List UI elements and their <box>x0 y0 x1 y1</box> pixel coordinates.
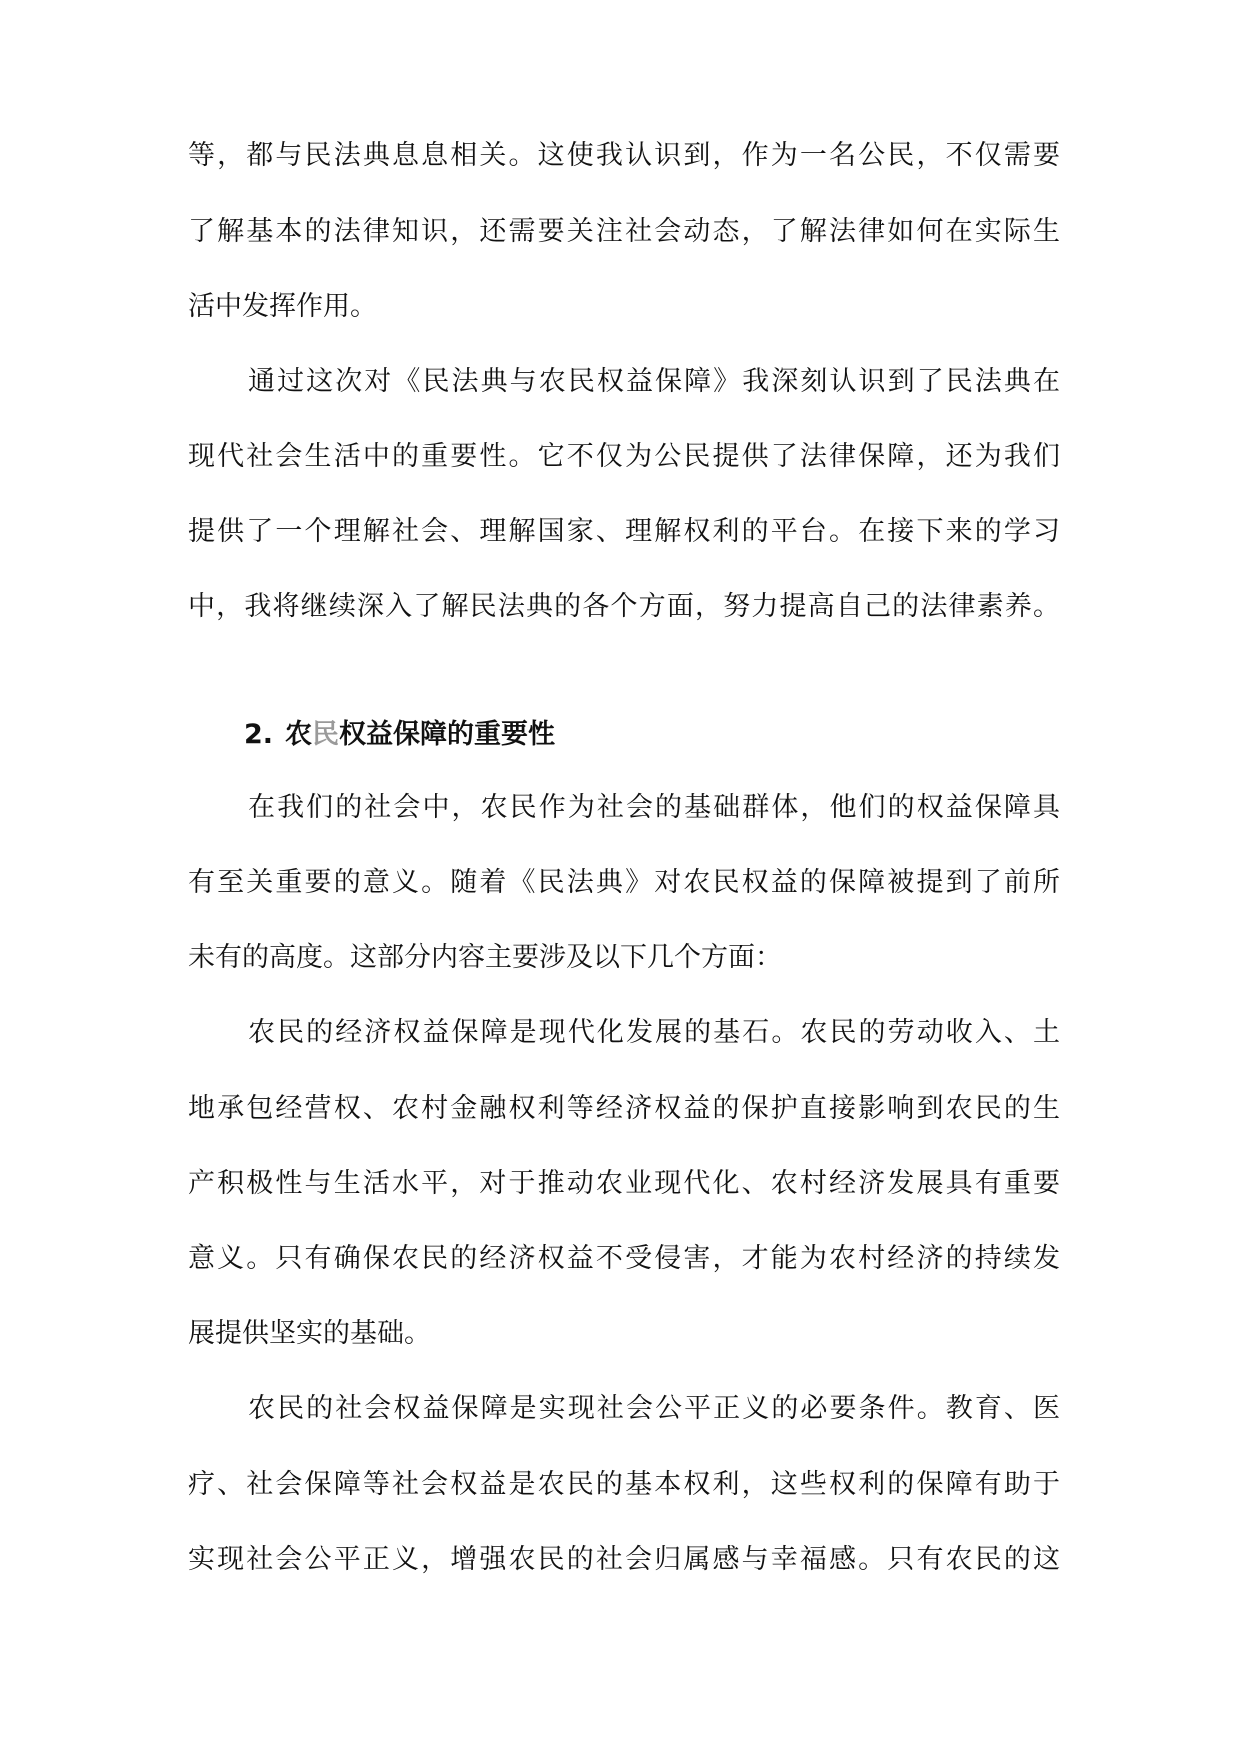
paragraph-1-line-1: 等，都与民法典息息相关。这使我认识到，作为一名公民，不仅需要 <box>188 140 1060 171</box>
paragraph-4-line-5: 展提供坚实的基础。 <box>188 1318 431 1349</box>
section-number: 2. <box>244 719 274 750</box>
paragraph-3-line-3: 未有的高度。这部分内容主要涉及以下几个方面： <box>188 942 782 973</box>
section-heading <box>244 713 555 757</box>
paragraph-5-line-1: 农民的社会权益保障是实现社会公平正义的必要条件。教育、医 <box>248 1393 1060 1424</box>
paragraph-2-line-4: 中，我将继续深入了解民法典的各个方面，努力提高自己的法律素养。 <box>188 591 1060 622</box>
paragraph-5-line-3: 实现社会公平正义，增强农民的社会归属感与幸福感。只有农民的这 <box>188 1544 1060 1575</box>
paragraph-2-line-3: 提供了一个理解社会、理解国家、理解权利的平台。在接下来的学习 <box>188 516 1060 547</box>
paragraph-3-line-1: 在我们的社会中，农民作为社会的基础群体，他们的权益保障具 <box>248 792 1060 823</box>
section-title-part-1: 农 <box>285 719 313 750</box>
paragraph-2-line-1: 通过这次对《民法典与农民权益保障》我深刻认识到了民法典在 <box>248 366 1060 397</box>
paragraph-3-line-2: 有至关重要的意义。随着《民法典》对农民权益的保障被提到了前所 <box>188 867 1060 898</box>
paragraph-1-line-2: 了解基本的法律知识，还需要关注社会动态，了解法律如何在实际生 <box>188 216 1060 247</box>
paragraph-4-line-1: 农民的经济权益保障是现代化发展的基石。农民的劳动收入、土 <box>248 1017 1060 1048</box>
paragraph-4-line-2: 地承包经营权、农村金融权利等经济权益的保护直接影响到农民的生 <box>188 1093 1060 1124</box>
paragraph-4-line-3: 产积极性与生活水平，对于推动农业现代化、农村经济发展具有重要 <box>188 1168 1060 1199</box>
paragraph-2-line-2: 现代社会生活中的重要性。它不仅为公民提供了法律保障，还为我们 <box>188 441 1060 472</box>
section-title-part-3: 权益保障的重要性 <box>339 719 556 750</box>
paragraph-4-line-4: 意义。只有确保农民的经济权益不受侵害，才能为农村经济的持续发 <box>188 1243 1060 1274</box>
paragraph-1-line-3: 活中发挥作用。 <box>188 291 377 322</box>
section-title-part-2: 民 <box>312 719 340 750</box>
paragraph-5-line-2: 疗、社会保障等社会权益是农民的基本权利，这些权利的保障有助于 <box>188 1469 1060 1500</box>
